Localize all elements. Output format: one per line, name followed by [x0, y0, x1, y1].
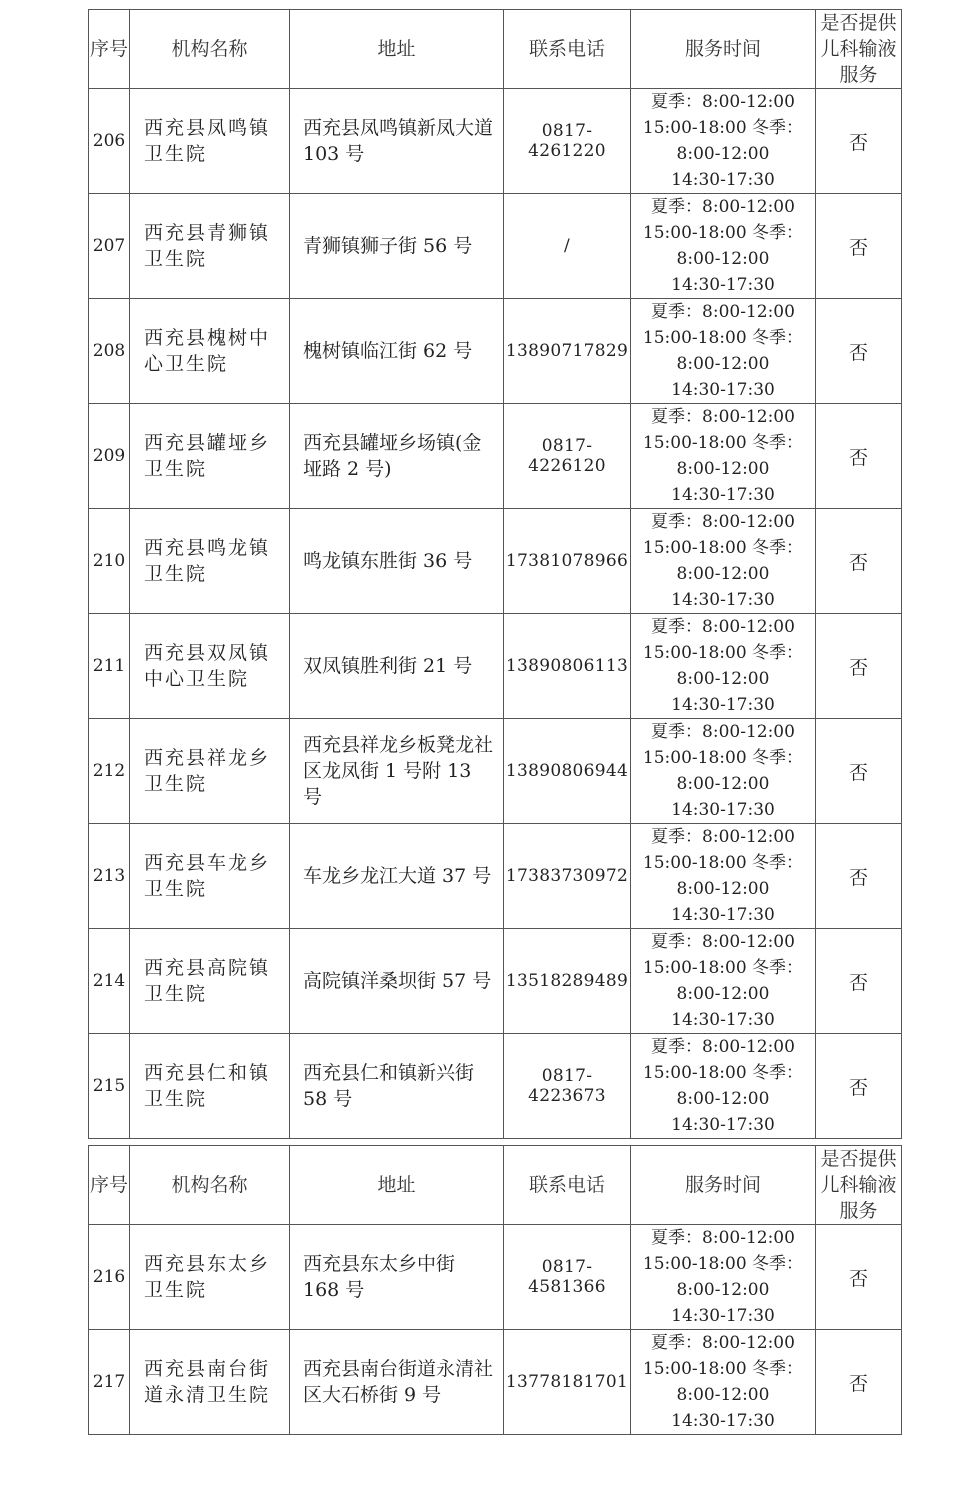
- facility-address: 西充县祥龙乡板凳龙社区龙凤街 1 号附 13 号: [290, 719, 504, 824]
- service-time-line1: 夏季：8:00-12:00: [651, 92, 795, 112]
- row-number: 210: [89, 509, 130, 614]
- table-row: [89, 929, 902, 1034]
- service-time-line2: 15:00-18:00 冬季：: [642, 853, 804, 873]
- facility-address: 车龙乡龙江大道 37 号: [290, 824, 504, 929]
- service-time: [631, 824, 816, 929]
- table-row: [89, 719, 902, 824]
- header-no: 序号: [89, 10, 130, 89]
- facility-phone: /: [504, 194, 631, 299]
- service-time-line4: 14:30-17:30: [671, 1115, 775, 1135]
- facility-name: 西充县槐树中心卫生院: [130, 299, 290, 404]
- pediatric-infusion-value: 否: [816, 929, 902, 1034]
- service-time: [631, 1225, 816, 1330]
- service-time-line1: 夏季：8:00-12:00: [651, 1228, 795, 1248]
- service-time-line1: 夏季：8:00-12:00: [651, 722, 795, 742]
- header-infusion-line2: 儿科输液: [820, 38, 897, 60]
- table-row: [89, 614, 902, 719]
- pediatric-infusion-value: 否: [816, 194, 902, 299]
- service-time-line1: 夏季：8:00-12:00: [651, 827, 795, 847]
- table-row: [89, 89, 902, 194]
- service-time-line2: 15:00-18:00 冬季：: [642, 958, 804, 978]
- service-time-line4: 14:30-17:30: [671, 590, 775, 610]
- service-time-line2: 15:00-18:00 冬季：: [642, 1359, 804, 1379]
- service-time-line3: 8:00-12:00: [676, 1280, 770, 1300]
- service-time-line3: 8:00-12:00: [676, 984, 770, 1004]
- facility-address: 西充县罐垭乡场镇(金垭路 2 号): [290, 404, 504, 509]
- header-pediatric-infusion: [816, 1146, 902, 1225]
- row-number: 211: [89, 614, 130, 719]
- facility-address: 西充县南台街道永清社区大石桥街 9 号: [290, 1330, 504, 1435]
- service-time-line3: 8:00-12:00: [676, 249, 770, 269]
- header-service-time: 服务时间: [631, 10, 816, 89]
- service-time-line3: 8:00-12:00: [676, 144, 770, 164]
- pediatric-infusion-value: 否: [816, 719, 902, 824]
- service-time: [631, 929, 816, 1034]
- facility-phone: 0817-4223673: [504, 1034, 631, 1139]
- header-infusion-line3: 服务: [839, 1200, 878, 1222]
- row-number: 215: [89, 1034, 130, 1139]
- facility-phone: 0817-4581366: [504, 1225, 631, 1330]
- pediatric-infusion-value: 否: [816, 1225, 902, 1330]
- facility-phone: 13890806113: [504, 614, 631, 719]
- facility-address: 西充县仁和镇新兴街 58 号: [290, 1034, 504, 1139]
- facility-address: 鸣龙镇东胜街 36 号: [290, 509, 504, 614]
- facility-name: 西充县东太乡卫生院: [130, 1225, 290, 1330]
- service-time-line2: 15:00-18:00 冬季：: [642, 538, 804, 558]
- service-time-line2: 15:00-18:00 冬季：: [642, 118, 804, 138]
- row-number: 216: [89, 1225, 130, 1330]
- table-row: [89, 1225, 902, 1330]
- pediatric-infusion-value: 否: [816, 299, 902, 404]
- pediatric-infusion-value: 否: [816, 89, 902, 194]
- pediatric-infusion-value: 否: [816, 404, 902, 509]
- service-time-line1: 夏季：8:00-12:00: [651, 512, 795, 532]
- table-row: [89, 299, 902, 404]
- service-time-line3: 8:00-12:00: [676, 564, 770, 584]
- header-name: 机构名称: [130, 10, 290, 89]
- facility-name: 西充县罐垭乡卫生院: [130, 404, 290, 509]
- table-row: [89, 509, 902, 614]
- row-number: 217: [89, 1330, 130, 1435]
- service-time-line1: 夏季：8:00-12:00: [651, 302, 795, 322]
- pediatric-infusion-value: 否: [816, 509, 902, 614]
- header-phone: 联系电话: [504, 1146, 631, 1225]
- header-no: 序号: [89, 1146, 130, 1225]
- header-infusion-line2: 儿科输液: [820, 1174, 897, 1196]
- facility-table-2: [88, 1145, 902, 1435]
- service-time-line1: 夏季：8:00-12:00: [651, 617, 795, 637]
- facility-name: 西充县凤鸣镇卫生院: [130, 89, 290, 194]
- header-name: 机构名称: [130, 1146, 290, 1225]
- table-row: [89, 404, 902, 509]
- service-time-line4: 14:30-17:30: [671, 380, 775, 400]
- pediatric-infusion-value: 否: [816, 614, 902, 719]
- facility-address: 高院镇洋桑坝街 57 号: [290, 929, 504, 1034]
- service-time-line4: 14:30-17:30: [671, 1306, 775, 1326]
- service-time-line3: 8:00-12:00: [676, 354, 770, 374]
- service-time-line4: 14:30-17:30: [671, 905, 775, 925]
- service-time-line2: 15:00-18:00 冬季：: [642, 748, 804, 768]
- facility-name: 西充县鸣龙镇卫生院: [130, 509, 290, 614]
- header-phone: 联系电话: [504, 10, 631, 89]
- service-time: [631, 89, 816, 194]
- table-row: [89, 1034, 902, 1139]
- facility-phone: 13890806944: [504, 719, 631, 824]
- service-time-line2: 15:00-18:00 冬季：: [642, 643, 804, 663]
- service-time-line3: 8:00-12:00: [676, 1385, 770, 1405]
- service-time: [631, 1330, 816, 1435]
- service-time-line4: 14:30-17:30: [671, 275, 775, 295]
- facility-phone: 17381078966: [504, 509, 631, 614]
- service-time: [631, 299, 816, 404]
- service-time-line3: 8:00-12:00: [676, 459, 770, 479]
- service-time-line2: 15:00-18:00 冬季：: [642, 433, 804, 453]
- table-body-1: [89, 89, 902, 1139]
- facility-phone: 0817-4226120: [504, 404, 631, 509]
- service-time-line2: 15:00-18:00 冬季：: [642, 1254, 804, 1274]
- header-service-time: 服务时间: [631, 1146, 816, 1225]
- service-time-line2: 15:00-18:00 冬季：: [642, 1063, 804, 1083]
- service-time: [631, 194, 816, 299]
- service-time-line1: 夏季：8:00-12:00: [651, 1333, 795, 1353]
- facility-phone: 0817-4261220: [504, 89, 631, 194]
- service-time-line4: 14:30-17:30: [671, 1411, 775, 1431]
- header-pediatric-infusion: [816, 10, 902, 89]
- facility-phone: 13778181701: [504, 1330, 631, 1435]
- row-number: 208: [89, 299, 130, 404]
- facility-name: 西充县南台街道永清卫生院: [130, 1330, 290, 1435]
- service-time-line4: 14:30-17:30: [671, 1010, 775, 1030]
- facility-name: 西充县祥龙乡卫生院: [130, 719, 290, 824]
- table-body-2: [89, 1225, 902, 1435]
- service-time: [631, 614, 816, 719]
- service-time: [631, 404, 816, 509]
- table-header-row: [89, 1146, 902, 1225]
- pediatric-infusion-value: 否: [816, 1330, 902, 1435]
- facility-phone: 13890717829: [504, 299, 631, 404]
- service-time-line4: 14:30-17:30: [671, 800, 775, 820]
- facility-name: 西充县仁和镇卫生院: [130, 1034, 290, 1139]
- header-address: 地址: [290, 1146, 504, 1225]
- facility-address: 青狮镇狮子街 56 号: [290, 194, 504, 299]
- header-infusion-line3: 服务: [839, 64, 878, 86]
- service-time-line2: 15:00-18:00 冬季：: [642, 328, 804, 348]
- service-time: [631, 509, 816, 614]
- pediatric-infusion-value: 否: [816, 1034, 902, 1139]
- pediatric-infusion-value: 否: [816, 824, 902, 929]
- facility-name: 西充县双凤镇中心卫生院: [130, 614, 290, 719]
- row-number: 214: [89, 929, 130, 1034]
- service-time-line1: 夏季：8:00-12:00: [651, 932, 795, 952]
- row-number: 207: [89, 194, 130, 299]
- header-address: 地址: [290, 10, 504, 89]
- table-row: [89, 194, 902, 299]
- row-number: 209: [89, 404, 130, 509]
- service-time-line4: 14:30-17:30: [671, 485, 775, 505]
- service-time: [631, 1034, 816, 1139]
- facility-table-1: [88, 9, 902, 1139]
- table-header-row: [89, 10, 902, 89]
- service-time-line1: 夏季：8:00-12:00: [651, 407, 795, 427]
- facility-address: 西充县东太乡中街 168 号: [290, 1225, 504, 1330]
- facility-phone: 17383730972: [504, 824, 631, 929]
- service-time-line4: 14:30-17:30: [671, 170, 775, 190]
- table-row: [89, 1330, 902, 1435]
- facility-address: 双凤镇胜利街 21 号: [290, 614, 504, 719]
- header-infusion-line1: 是否提供: [820, 1148, 897, 1170]
- service-time-line1: 夏季：8:00-12:00: [651, 1037, 795, 1057]
- facility-name: 西充县青狮镇卫生院: [130, 194, 290, 299]
- service-time-line3: 8:00-12:00: [676, 1089, 770, 1109]
- facility-name: 西充县高院镇卫生院: [130, 929, 290, 1034]
- row-number: 213: [89, 824, 130, 929]
- row-number: 212: [89, 719, 130, 824]
- facility-address: 西充县凤鸣镇新凤大道 103 号: [290, 89, 504, 194]
- service-time-line1: 夏季：8:00-12:00: [651, 197, 795, 217]
- header-infusion-line1: 是否提供: [820, 12, 897, 34]
- service-time-line2: 15:00-18:00 冬季：: [642, 223, 804, 243]
- service-time-line3: 8:00-12:00: [676, 669, 770, 689]
- service-time-line3: 8:00-12:00: [676, 774, 770, 794]
- service-time-line4: 14:30-17:30: [671, 695, 775, 715]
- row-number: 206: [89, 89, 130, 194]
- facility-phone: 13518289489: [504, 929, 631, 1034]
- facility-address: 槐树镇临江街 62 号: [290, 299, 504, 404]
- service-time-line3: 8:00-12:00: [676, 879, 770, 899]
- service-time: [631, 719, 816, 824]
- table-row: [89, 824, 902, 929]
- facility-name: 西充县车龙乡卫生院: [130, 824, 290, 929]
